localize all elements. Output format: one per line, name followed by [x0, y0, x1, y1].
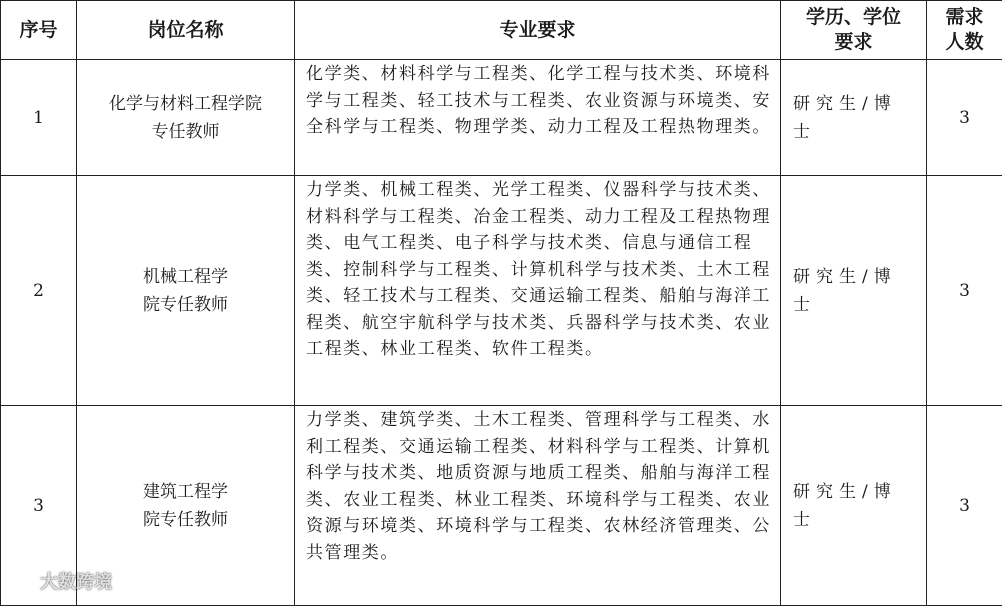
row-count: 3	[927, 406, 1002, 606]
row-degree: 研究生/博士	[781, 406, 927, 606]
header-degree: 学历、学位要求	[781, 1, 927, 60]
row-count: 3	[927, 60, 1002, 176]
watermark-text: 大数跨境	[40, 568, 112, 594]
row-position: 建筑工程学院专任教师	[77, 406, 295, 606]
row-index: 3	[1, 406, 77, 606]
table-row	[1, 60, 1002, 176]
row-index: 1	[1, 60, 77, 176]
row-position: 机械工程学院专任教师	[77, 176, 295, 406]
row-major: 力学类、机械工程类、光学工程类、仪器科学与技术类、材料科学与工程类、冶金工程类、动力工程及工程热物理类、电气工程类、电子科学与技术类、信息与通信工程类、控制科学与工程类、计算机科学与技术类、土木工程类、轻工技术与工程类、交通运输工程类、船舶与海洋工程类、航空宇航科学与技术类、兵器科学与技术类、农业工程类、林业工程类、软件工程类。	[295, 176, 781, 406]
header-major: 专业要求	[295, 1, 781, 60]
row-major: 力学类、建筑学类、土木工程类、管理科学与工程类、水利工程类、交通运输工程类、材料科学与工程类、计算机科学与技术类、地质资源与地质工程类、船舶与海洋工程类、农业工程类、林业工程类、环境科学与工程类、农业资源与环境类、环境科学与工程类、农林经济管理类、公共管理类。	[295, 406, 781, 606]
chat-bubble-logo-icon	[8, 570, 34, 592]
header-count: 需求人数	[927, 1, 1002, 60]
row-degree: 研究生/博士	[781, 60, 927, 176]
row-major: 化学类、材料科学与工程类、化学工程与技术类、环境科学与工程类、轻工技术与工程类、农业资源与环境类、安全科学与工程类、物理学类、动力工程及工程热物理类。	[295, 60, 781, 176]
watermark	[8, 568, 112, 594]
row-degree: 研究生/博士	[781, 176, 927, 406]
table-header-row	[1, 1, 1002, 60]
row-position: 化学与材料工程学院专任教师	[77, 60, 295, 176]
table-row	[1, 406, 1002, 606]
header-position: 岗位名称	[77, 1, 295, 60]
header-index: 序号	[1, 1, 77, 60]
row-index: 2	[1, 176, 77, 406]
table-row	[1, 176, 1002, 406]
row-count: 3	[927, 176, 1002, 406]
